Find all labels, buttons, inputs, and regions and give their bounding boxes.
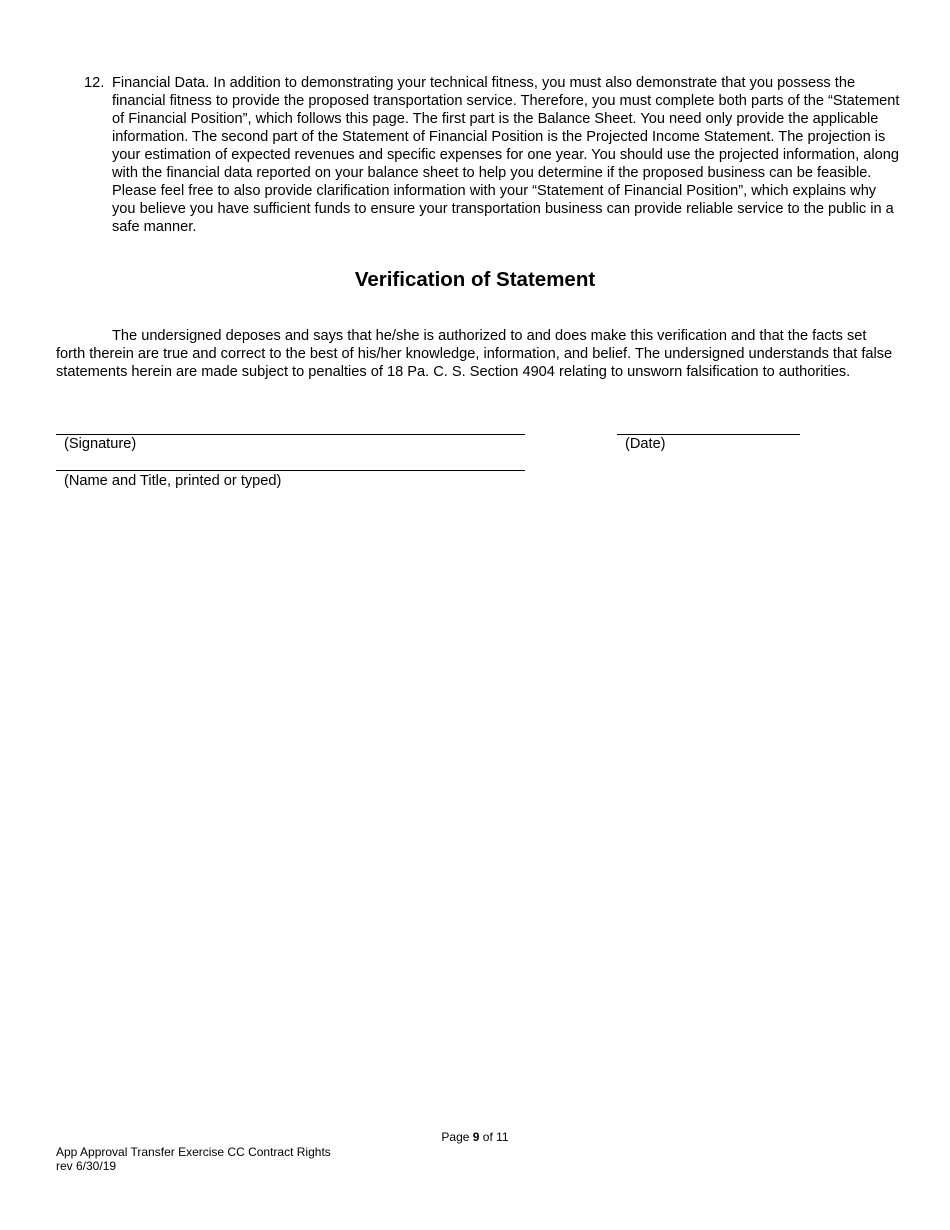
date-label: (Date) <box>625 436 666 452</box>
footer-doc-info <box>56 1145 331 1173</box>
item-text: Financial Data. In addition to demonstrating your technical fitness, you must also demonstrate that you possess the financial fitness to provide the proposed transportation service. Therefore, you must complete both parts of the “Statement of Financial Position”, which follows this page. The first part is the Balance Sheet. You need only provide the applicable information. The second part of the Statement of Financial Position is the Projected Income Statement. The projection is your estimation of expected revenues and specific expenses for one year. You should use the projected information, along with the financial data reported on your balance sheet to help you determine if the proposed business can be feasible. Please feel free to also provide clarification information with your “Statement of Financial Position”, which explains why you believe you have sufficient funds to ensure your transportation business can provide reliable service to the public in a safe manner. <box>112 75 900 235</box>
page-number <box>0 1130 950 1144</box>
signature-label: (Signature) <box>64 436 137 452</box>
footer-doc-title: App Approval Transfer Exercise CC Contract Rights <box>56 1145 331 1159</box>
page-suffix: of 11 <box>479 1130 509 1144</box>
item-number: 12. <box>84 75 105 91</box>
verification-paragraph: The undersigned deposes and says that he/she is authorized to and does make this verification and that the facts set forth therein are true and correct to the best of his/her knowledge, information, and belief. The undersigned understands that false statements herein are made subject to penalties of 18 Pa. C. S. Section 4904 relating to unsworn falsification to authorities. <box>56 328 893 380</box>
section-title: Verification of Statement <box>354 268 596 291</box>
footer-revision: rev 6/30/19 <box>56 1159 117 1173</box>
name-title-line[interactable] <box>56 470 525 471</box>
page-prefix: Page <box>441 1130 473 1144</box>
page-current: 9 <box>472 1130 480 1144</box>
name-title-label: (Name and Title, printed or typed) <box>64 473 282 489</box>
financial-data-item <box>84 74 900 236</box>
